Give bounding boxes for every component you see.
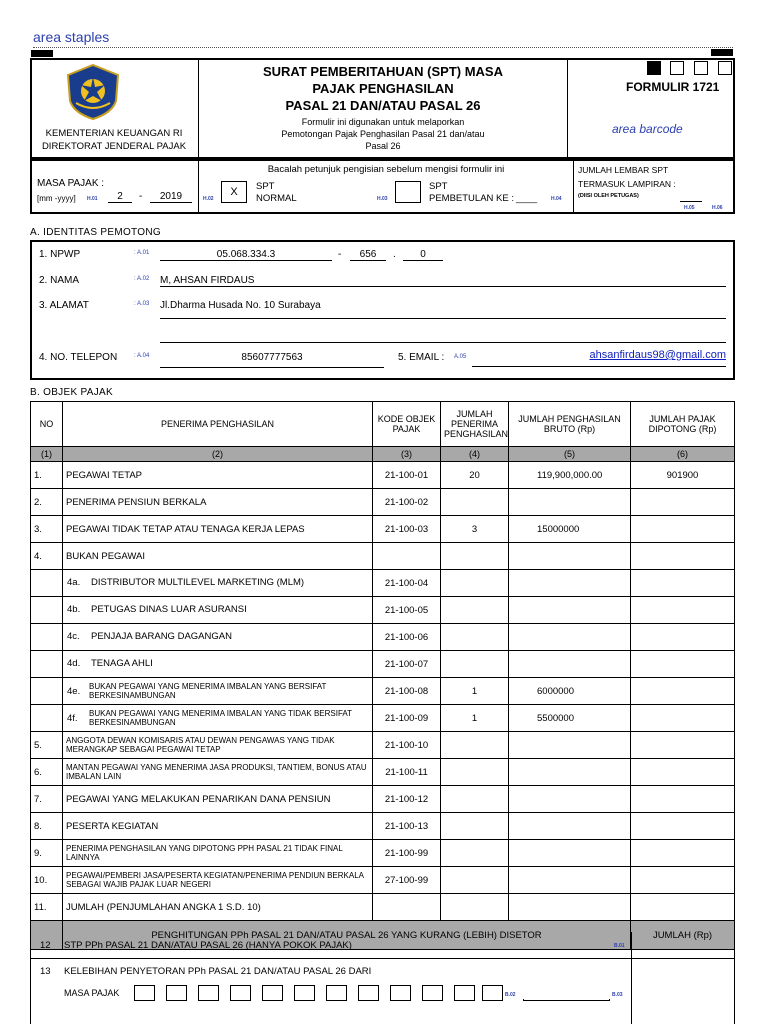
table-row	[31, 867, 735, 894]
header-bruto: JUMLAH PENGHASILAN BRUTO (Rp)	[509, 402, 631, 447]
row-name	[63, 624, 373, 651]
row-no: 5.	[31, 732, 63, 759]
row-kode	[373, 543, 441, 570]
row-sub-number: 4d.	[67, 658, 81, 670]
form-title-line1: SURAT PEMBERITAHUAN (SPT) MASA	[262, 64, 503, 79]
form-indicator-box	[718, 61, 732, 75]
table-row	[31, 894, 735, 921]
row-kode: 21-100-02	[373, 489, 441, 516]
kelebihan-amount-field[interactable]	[523, 999, 610, 1001]
email-label: 5. EMAIL :	[398, 352, 445, 363]
npwp-main-field[interactable]: 05.068.334.3	[160, 249, 332, 261]
perhitungan-title: PENGHITUNGAN PPh PASAL 21 DAN/ATAU PASAL 26 YANG KURANG (LEBIH) DISETOR	[63, 921, 631, 950]
row-kode: 21-100-10	[373, 732, 441, 759]
row-no: 10.	[31, 867, 63, 894]
row-pajak-field[interactable]	[631, 678, 735, 705]
row-sub-number: 4c.	[67, 631, 80, 643]
row-name: PENERIMA PENGHASILAN YANG DIPOTONG PPH PASAL 21 TIDAK FINAL LAINNYA	[63, 840, 373, 867]
row-bruto-field[interactable]	[509, 543, 631, 570]
masa-pajak-label-b: MASA PAJAK	[64, 988, 120, 998]
row-kode: 21-100-06	[373, 624, 441, 651]
row13-label: KELEBIHAN PENYETORAN PPh PASAL 21 DAN/ATAU PASAL 26 DARI	[64, 966, 372, 977]
row-bruto-field[interactable]	[509, 489, 631, 516]
form-indicator-box	[670, 61, 684, 75]
row-jumlah-field[interactable]	[441, 786, 509, 813]
header-jumlah-penerima: JUMLAH PENERIMA PENGHASILAN	[441, 402, 509, 447]
area-staples-label: area staples	[33, 29, 110, 45]
alamat-field[interactable]: Jl.Dharma Husada No. 10 Surabaya	[160, 300, 726, 319]
row-name	[63, 570, 373, 597]
pembetulan-field[interactable]: ____	[516, 193, 538, 204]
nama-label: 2. NAMA	[39, 275, 80, 286]
row-no: 8.	[31, 813, 63, 840]
row-jumlah-field[interactable]	[441, 732, 509, 759]
header-no: NO	[31, 402, 63, 447]
table-row	[31, 489, 735, 516]
npwp-label: 1. NPWP	[39, 249, 81, 260]
row-jumlah-field[interactable]: 3	[441, 516, 509, 543]
row-no: 7.	[31, 786, 63, 813]
row-name-text: PETUGAS DINAS LUAR ASURANSI	[91, 604, 247, 616]
row-jumlah-field[interactable]	[441, 597, 509, 624]
row-kode: 21-100-09	[373, 705, 441, 732]
row-sub-number: 4b.	[67, 604, 81, 616]
ministry-name: KEMENTERIAN KEUANGAN RI	[45, 128, 183, 139]
row-pajak-field[interactable]	[631, 759, 735, 786]
masa-digit-box[interactable]	[294, 985, 315, 1001]
row-pajak-field[interactable]	[631, 597, 735, 624]
form-title-line3: PASAL 21 DAN/ATAU PASAL 26	[285, 98, 481, 113]
header-pajak: JUMLAH PAJAK DIPOTONG (Rp)	[631, 402, 735, 447]
row-jumlah-field[interactable]	[441, 813, 509, 840]
row-name: MANTAN PEGAWAI YANG MENERIMA JASA PRODUKSI, TANTIEM, BONUS ATAU IMBALAN LAIN	[63, 759, 373, 786]
table-row	[31, 624, 735, 651]
masa-year-field[interactable]: 2019	[150, 191, 192, 203]
row-bruto-field[interactable]	[509, 732, 631, 759]
row-no	[31, 651, 63, 678]
corner-marker-right	[711, 49, 733, 56]
row-kode: 21-100-11	[373, 759, 441, 786]
objek-pajak-table	[30, 401, 735, 950]
row-no: 2.	[31, 489, 63, 516]
email-field[interactable]: ahsanfirdaus98@gmail.com	[472, 349, 726, 367]
row-pajak-field[interactable]	[631, 705, 735, 732]
row-pajak-field[interactable]	[631, 543, 735, 570]
row-pajak-field[interactable]	[631, 840, 735, 867]
telepon-field[interactable]: 85607777563	[160, 352, 384, 368]
row-bruto-field[interactable]	[509, 570, 631, 597]
row-sub-number: 4a.	[67, 577, 81, 589]
row-jumlah-field[interactable]: 1	[441, 678, 509, 705]
row-kode: 21-100-12	[373, 786, 441, 813]
table-row	[31, 543, 735, 570]
npwp-part2-field[interactable]: 656	[350, 249, 386, 261]
row-name-text: BUKAN PEGAWAI YANG MENERIMA IMBALAN YANG TIDAK BERSIFAT BERKESINAMBUNGAN	[89, 709, 352, 727]
table-row	[31, 759, 735, 786]
row-pajak-field[interactable]	[631, 786, 735, 813]
npwp-part3-field[interactable]: 0	[403, 249, 443, 261]
form-subtitle-2: Pemotongan Pajak Penghasilan Pasal 21 dan/atau	[281, 129, 485, 139]
row-name: BUKAN PEGAWAI	[63, 543, 373, 570]
masa-digit-box[interactable]	[390, 985, 411, 1001]
row-name: ANGGOTA DEWAN KOMISARIS ATAU DEWAN PENGAWAS YANG TIDAK MERANGKAP SEBAGAI PEGAWAI TETAP	[63, 732, 373, 759]
masa-month-field[interactable]: 2	[108, 191, 132, 203]
pembetulan-label: PEMBETULAN KE :	[429, 193, 514, 204]
masa-digit-box[interactable]	[358, 985, 379, 1001]
header-penerima: PENERIMA PENGHASILAN	[63, 402, 373, 447]
row-kode: 21-100-07	[373, 651, 441, 678]
form-indicator-box	[694, 61, 708, 75]
row-bruto-field[interactable]	[509, 651, 631, 678]
alamat-field-line2[interactable]	[160, 342, 726, 343]
row-pajak-field[interactable]	[631, 732, 735, 759]
row-pajak-field[interactable]	[631, 489, 735, 516]
row-no: 1.	[31, 462, 63, 489]
masa-digit-box[interactable]	[166, 985, 187, 1001]
row-jumlah-field[interactable]: 20	[441, 462, 509, 489]
row-bruto-field[interactable]: 15000000	[509, 516, 631, 543]
form-subtitle-1: Formulir ini digunakan untuk melaporkan	[301, 117, 465, 127]
lembar-label-2: TERMASUK LAMPIRAN :	[578, 179, 676, 189]
row-no: 6.	[31, 759, 63, 786]
table-row	[31, 651, 735, 678]
table-row	[31, 462, 735, 489]
table-row	[31, 516, 735, 543]
lembar-label-1: JUMLAH LEMBAR SPT	[578, 165, 669, 175]
masa-digit-box[interactable]	[422, 985, 443, 1001]
table-row	[31, 705, 735, 732]
row-name-text: DISTRIBUTOR MULTILEVEL MARKETING (MLM)	[91, 577, 305, 589]
masa-digit-box[interactable]	[134, 985, 155, 1001]
area-barcode: area barcode	[612, 122, 683, 136]
row-kode: 21-100-05	[373, 597, 441, 624]
column-number-row: (1) (2) (3) (4) (5) (6)	[31, 447, 735, 462]
spt-normal-checkbox[interactable]: X	[221, 181, 247, 203]
header-kode: KODE OBJEK PAJAK	[373, 402, 441, 447]
row12-label: STP PPh PASAL 21 DAN/ATAU PASAL 26 (HANYA POKOK PAJAK)	[64, 940, 352, 951]
row-jumlah-field[interactable]	[441, 489, 509, 516]
masa-digit-box[interactable]	[198, 985, 219, 1001]
row-no	[31, 624, 63, 651]
row-no: 4.	[31, 543, 63, 570]
row-bruto-field[interactable]	[509, 894, 631, 921]
row-name	[63, 651, 373, 678]
row-pajak-field[interactable]	[631, 516, 735, 543]
row-sub-number: 4f.	[67, 712, 78, 724]
row-name: PEGAWAI/PEMBERI JASA/PESERTA KEGIATAN/PENERIMA PENDIUN BERKALA SEBAGAI WAJIB PAJAK LUAR NEGERI	[63, 867, 373, 894]
row-pajak-field[interactable]	[631, 894, 735, 921]
row-jumlah-field[interactable]	[441, 624, 509, 651]
row-jumlah-field[interactable]	[441, 894, 509, 921]
row-kode: 21-100-08	[373, 678, 441, 705]
form-subtitle-3: Pasal 26	[365, 141, 401, 151]
row-jumlah-field[interactable]	[441, 840, 509, 867]
instruction-text: Bacalah petunjuk pengisian sebelum mengisi formulir ini	[267, 164, 505, 175]
row-name: PEGAWAI TIDAK TETAP ATAU TENAGA KERJA LEPAS	[63, 516, 373, 543]
row-name-text: BUKAN PEGAWAI YANG MENERIMA IMBALAN YANG BERSIFAT BERKESINAMBUNGAN	[89, 682, 327, 700]
alamat-label: 3. ALAMAT	[39, 300, 89, 311]
ministry-emblem-icon	[62, 63, 124, 121]
row-bruto-field[interactable]	[509, 624, 631, 651]
row-name: PESERTA KEGIATAN	[63, 813, 373, 840]
row-bruto-field[interactable]: 5500000	[509, 705, 631, 732]
nama-field[interactable]: M, AHSAN FIRDAUS	[160, 275, 726, 287]
directorate-name: DIREKTORAT JENDERAL PAJAK	[41, 141, 187, 152]
row-name	[63, 678, 373, 705]
row-bruto-field[interactable]: 119,900,000.00	[509, 462, 631, 489]
table-row	[31, 570, 735, 597]
row-kode: 21-100-13	[373, 813, 441, 840]
staples-divider	[33, 47, 733, 48]
row-name: JUMLAH (PENJUMLAHAN ANGKA 1 S.D. 10)	[63, 894, 373, 921]
row-jumlah-field[interactable]	[441, 570, 509, 597]
masa-digit-box[interactable]	[326, 985, 347, 1001]
masa-digit-box[interactable]	[454, 985, 475, 1001]
corner-marker-left	[31, 50, 53, 57]
row-bruto-field[interactable]	[509, 867, 631, 894]
row-kode: 21-100-99	[373, 840, 441, 867]
row-bruto-field[interactable]: 6000000	[509, 678, 631, 705]
row-bruto-field[interactable]	[509, 813, 631, 840]
spt-normal-label: NORMAL	[256, 193, 297, 204]
row-no	[31, 678, 63, 705]
table-row	[31, 813, 735, 840]
row-jumlah-field[interactable]: 1	[441, 705, 509, 732]
row-name: PEGAWAI YANG MELAKUKAN PENARIKAN DANA PENSIUN	[63, 786, 373, 813]
row-no: 11.	[31, 894, 63, 921]
table-row	[31, 840, 735, 867]
row-bruto-field[interactable]	[509, 840, 631, 867]
row-jumlah-field[interactable]	[441, 543, 509, 570]
section-a-title: A. IDENTITAS PEMOTONG	[30, 227, 161, 238]
row-name-text: TENAGA AHLI	[91, 658, 153, 670]
row-pajak-field[interactable]	[631, 651, 735, 678]
row-pajak-field[interactable]	[631, 813, 735, 840]
row-no	[31, 570, 63, 597]
form-title-line2: PAJAK PENGHASILAN	[312, 81, 454, 96]
row-no	[31, 705, 63, 732]
row-name-text: PENJAJA BARANG DAGANGAN	[91, 631, 232, 643]
row-bruto-field[interactable]	[509, 786, 631, 813]
masa-digit-box[interactable]	[482, 985, 503, 1001]
row-name	[63, 597, 373, 624]
table-row	[31, 597, 735, 624]
row-kode: 21-100-04	[373, 570, 441, 597]
row-jumlah-field[interactable]	[441, 759, 509, 786]
row-kode: 21-100-01	[373, 462, 441, 489]
lembar-field[interactable]	[680, 201, 702, 202]
row-jumlah-field[interactable]	[441, 651, 509, 678]
row-sub-number: 4e.	[67, 685, 81, 697]
form-code: FORMULIR 1721	[626, 80, 720, 94]
row-name: PENERIMA PENSIUN BERKALA	[63, 489, 373, 516]
row-bruto-field[interactable]	[509, 759, 631, 786]
row-name	[63, 705, 373, 732]
row-pajak-field[interactable]: 901900	[631, 462, 735, 489]
masa-digit-box[interactable]	[230, 985, 251, 1001]
table-row	[31, 678, 735, 705]
row-no: 9.	[31, 840, 63, 867]
row-bruto-field[interactable]	[509, 597, 631, 624]
row-name: PEGAWAI TETAP	[63, 462, 373, 489]
lembar-note: (DIISI OLEH PETUGAS)	[578, 193, 639, 199]
row-no	[31, 597, 63, 624]
masa-format-label: [mm -yyyy]	[37, 194, 76, 203]
row-pajak-field[interactable]	[631, 867, 735, 894]
table-row	[31, 732, 735, 759]
telepon-label: 4. NO. TELEPON	[39, 352, 118, 363]
row-jumlah-field[interactable]	[441, 867, 509, 894]
masa-pajak-label: MASA PAJAK :	[37, 178, 105, 189]
perhitungan-jumlah-label: JUMLAH (Rp)	[631, 921, 735, 950]
row-pajak-field[interactable]	[631, 624, 735, 651]
row-pajak-field[interactable]	[631, 570, 735, 597]
table-header-row	[31, 402, 735, 447]
section-b-title: B. OBJEK PAJAK	[30, 387, 113, 398]
table-row	[31, 786, 735, 813]
form-indicator-filled	[647, 61, 661, 75]
row-kode: 27-100-99	[373, 867, 441, 894]
spt-pembetulan-checkbox[interactable]	[395, 181, 421, 203]
row-kode: 21-100-03	[373, 516, 441, 543]
row-kode	[373, 894, 441, 921]
masa-digit-box[interactable]	[262, 985, 283, 1001]
row-no: 3.	[31, 516, 63, 543]
